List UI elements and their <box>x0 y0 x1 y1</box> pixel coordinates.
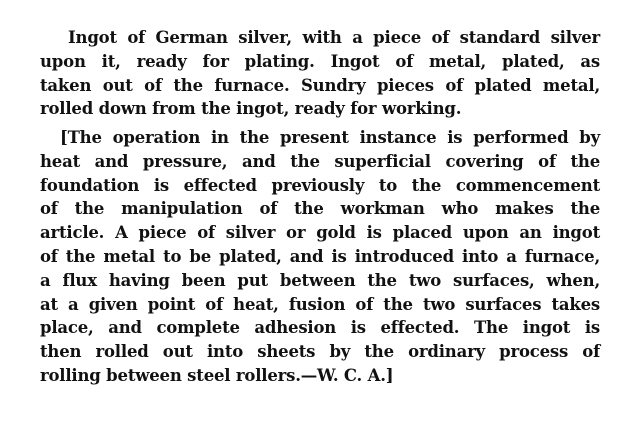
text-line: foundation is effected previously to the commencement <box>40 175 600 195</box>
text-line: at a given point of heat, fusion of the two surfaces takes <box>40 294 600 314</box>
text-line: upon it, ready for plating. Ingot of metal, plated, as <box>40 51 600 71</box>
paragraph-ingot-description <box>40 26 600 121</box>
paragraph-plating-process <box>40 126 600 388</box>
text-line: rolled down from the ingot, ready for working. <box>40 99 462 119</box>
text-line: rolling between steel rollers.—W. C. A.] <box>40 365 394 385</box>
text-line: a flux having been put between the two surfaces, when, <box>40 270 600 290</box>
text-line: Ingot of German silver, with a piece of standard silver <box>68 28 600 47</box>
text-line: of the metal to be plated, and is introduced into a furnace, <box>40 246 600 266</box>
text-line: of the manipulation of the workman who makes the <box>40 199 600 219</box>
text-line: [The operation in the present instance is performed by <box>60 128 600 147</box>
text-line: place, and complete adhesion is effected. The ingot is <box>40 318 600 338</box>
text-line: then rolled out into sheets by the ordinary process of <box>40 342 600 362</box>
text-line: taken out of the furnace. Sundry pieces of plated metal, <box>40 75 600 95</box>
text-line: article. A piece of silver or gold is placed upon an ingot <box>40 223 600 243</box>
text-line: heat and pressure, and the superficial covering of the <box>40 151 600 171</box>
